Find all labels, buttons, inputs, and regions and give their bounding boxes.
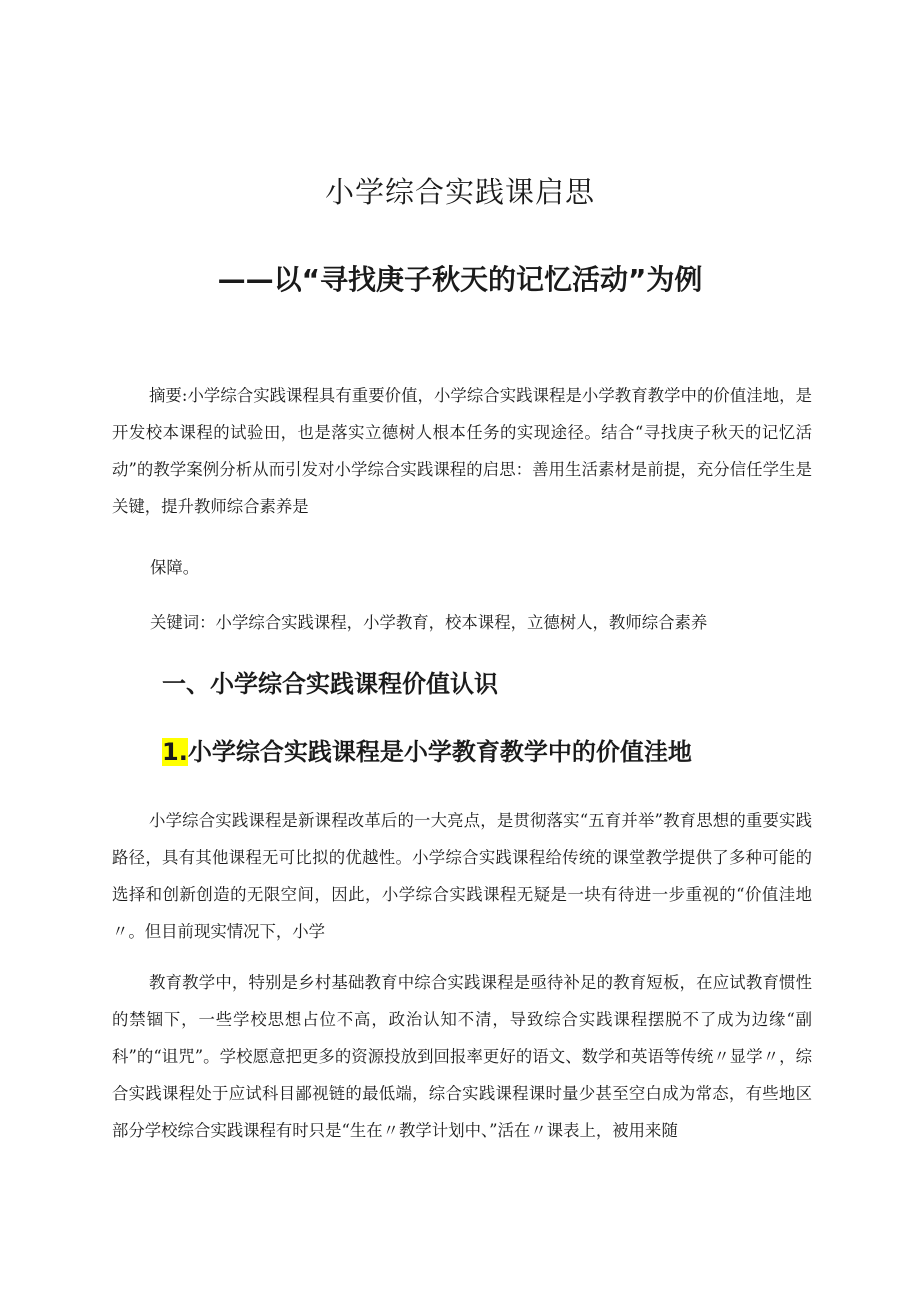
abstract-end-line: 保障。 (150, 558, 200, 577)
document-subtitle: ——以“寻找庚子秋天的记忆活动”为例 (217, 263, 703, 296)
body-paragraph-2: 教育教学中，特别是乡村基础教育中综合实践课程是亟待补足的教育短板，在应试教育惯性的禁锢下，一些学校思想占位不高，政治认知不清，导致综合实践课程摆脱不了成为边缘“副科”的“诅咒”。学校愿意把更多的资源投放到回报率更好的语文、数学和英语等传统〃显学〃，综合实践课程处于应试科目鄙视链的最低端，综合实践课程课时量少甚至空白成为常态，有些地区部分学校综合实践课程有时只是“生在〃教学计划中、”活在〃课表上，被用来随 (112, 973, 812, 1140)
body-paragraph-1: 小学综合实践课程是新课程改革后的一大亮点，是贯彻落实“五育并举”教育思想的重要实践路径，具有其他课程无可比拟的优越性。小学综合实践课程给传统的课堂教学提供了多种可能的选择和创新创造的无限空间，因此，小学综合实践课程无疑是一块有待进一步重视的“价值洼地〃。但目前现实情况下，小学 (112, 811, 812, 941)
subsection-heading (162, 732, 692, 767)
section-heading: 一、小学综合实践课程价值认识 (162, 670, 498, 698)
subsection-number: 1. (162, 738, 188, 766)
keywords-line: 关键词：小学综合实践课程，小学教育，校本课程，立德树人，教师综合素养 (150, 613, 708, 632)
abstract-paragraph: 摘要:小学综合实践课程具有重要价值，小学综合实践课程是小学教育教学中的价值洼地，是开发校本课程的试验田，也是落实立德树人根本任务的实现途径。结合“寻找庚子秋天的记忆活动”的教学案例分析从而引发对小学综合实践课程的启思：善用生活素材是前提，充分信任学生是关键，提升教师综合素养是 (112, 386, 812, 516)
document-title: 小学综合实践课启思 (324, 175, 595, 209)
subsection-heading-text: 小学综合实践课程是小学教育教学中的价值洼地 (187, 738, 692, 766)
